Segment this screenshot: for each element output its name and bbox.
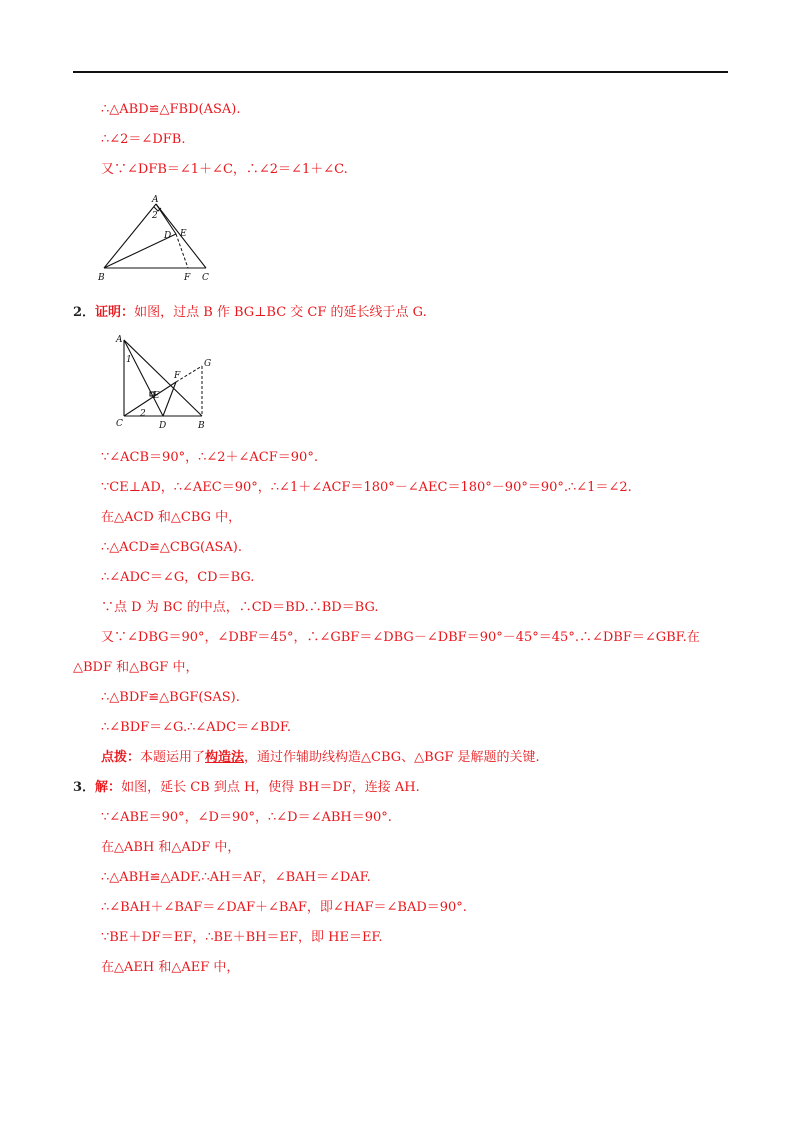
tip-label: 点拨： (101, 750, 141, 765)
s2-line-10: ∴∠BDF＝∠G.∴∠ADC＝∠BDF. (101, 720, 292, 735)
s3-line-5: ∵BE＋DF＝EF，∴BE＋BH＝EF，即 HE＝EF. (101, 930, 383, 945)
s2-line-6: ∵点 D 为 BC 的中点，∴CD＝BD.∴BD＝BG. (101, 600, 379, 615)
s3-heading (73, 780, 420, 796)
s2-line-9: ∴△BDF≌△BGF(SAS). (101, 690, 240, 705)
triangle-figure-2 (112, 330, 216, 430)
label-e: E (180, 229, 187, 239)
label-e: E (153, 391, 160, 401)
s2-number: 2． (73, 305, 96, 320)
header-rule (73, 71, 728, 73)
s3-tag: 解： (95, 780, 122, 795)
triangle-figure-1 (96, 192, 216, 284)
s2-line-5: ∴∠ADC＝∠G，CD＝BG. (101, 570, 255, 585)
tip-method: 构造法 (205, 750, 245, 765)
label-g: G (204, 359, 212, 369)
s3-line-3: ∴△ABH≌△ADF.∴AH＝AF，∠BAH＝∠DAF. (101, 870, 371, 885)
s2-tip (101, 750, 540, 766)
s1-line-3: 又∵∠DFB＝∠1＋∠C，∴∠2＝∠1＋∠C. (101, 162, 348, 177)
s2-line-2: ∵CE⊥AD，∴∠AEC＝90°，∴∠1＋∠ACF＝180°－∠AEC＝180°－90°＝90°.∴∠1＝∠2. (101, 480, 632, 495)
label-2: 2 (140, 409, 146, 419)
label-f: F (174, 371, 181, 381)
s2-line-3: 在△ACD 和△CBG 中， (101, 510, 242, 525)
tip-after: ，通过作辅助线构造△CBG、△BGF 是解题的关键. (244, 750, 540, 765)
tip-before: 本题运用了 (140, 750, 206, 765)
s3-line-1: ∵∠ABE＝90°，∠D＝90°，∴∠D＝∠ABH＝90°. (101, 810, 392, 825)
s3-intro: 如图，延长 CB 到点 H，使得 BH＝DF，连接 AH. (121, 780, 420, 795)
s3-line-2: 在△ABH 和△ADF 中， (101, 840, 241, 855)
label-b: B (98, 273, 105, 283)
label-2: 2 (152, 211, 158, 221)
s2-line-4: ∴△ACD≌△CBG(ASA). (101, 540, 243, 555)
label-1: 1 (126, 355, 132, 365)
s2-tag: 证明： (95, 305, 135, 320)
s2-intro: 如图，过点 B 作 BG⊥BC 交 CF 的延长线于点 G. (134, 305, 427, 320)
s1-line-1: ∴△ABD≌△FBD(ASA). (101, 102, 241, 117)
s2-line-1: ∵∠ACB＝90°，∴∠2＋∠ACF＝90°. (101, 450, 318, 465)
label-d: D (159, 421, 167, 430)
s2-heading (73, 305, 427, 321)
label-c: C (116, 419, 123, 429)
s3-number: 3． (73, 780, 96, 795)
s3-line-6: 在△AEH 和△AEF 中， (101, 960, 240, 975)
label-c: C (202, 273, 209, 283)
label-d: D (164, 231, 172, 241)
s2-line-8: △BDF 和△BGF 中， (73, 660, 199, 675)
s1-line-2: ∴∠2＝∠DFB. (101, 132, 186, 147)
label-a: A (152, 195, 159, 205)
s3-line-4: ∴∠BAH＋∠BAF＝∠DAF＋∠BAF，即∠HAF＝∠BAD＝90°. (101, 900, 467, 915)
label-f: F (184, 273, 191, 283)
label-a: A (116, 335, 123, 345)
s2-line-7: 又∵∠DBG＝90°，∠DBF＝45°，∴∠GBF＝∠DBG－∠DBF＝90°－45°＝45°.∴∠DBF＝∠GBF.在 (101, 630, 700, 645)
label-b: B (198, 421, 205, 430)
